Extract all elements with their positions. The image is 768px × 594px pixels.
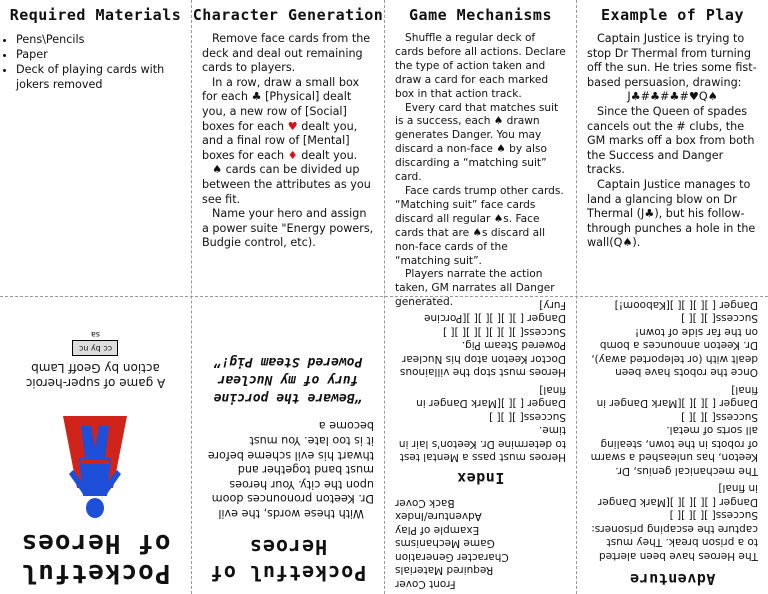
text-line: The Heroes have been alerted to a prison break. They must capture the escaping prisoners:: [591, 523, 758, 562]
panel-character-generation: [192, 0, 384, 296]
list-item: • Paper: [16, 47, 191, 62]
index-entry: Game Mechanisms: [395, 537, 495, 550]
paragraph: In a row, draw a small box for each ♣ [Physical] dealt you, a new row of [Social] boxes for each ♥ dealt you, and a final row of [Mental] boxes for each ♦ dealt you.: [202, 75, 360, 162]
index-entry: Front Cover: [395, 578, 456, 590]
panel-title: Required Materials: [9, 6, 182, 24]
list-item: • Deck of playing cards with jokers removed: [16, 62, 191, 92]
back-title: Pocketful of Heroes: [209, 535, 367, 585]
panel-title: Game Mechanisms: [409, 6, 552, 24]
text-line: Danger [ ][ ][ ][ ][Mark Danger in final]: [597, 482, 758, 508]
diamond-icon: ♦: [287, 148, 298, 162]
index-entry: Back Cover: [395, 497, 455, 509]
text-line: Danger [ ][ ][ ][ ][Kaboom!]: [614, 299, 758, 311]
paragraph: Remove face cards from the deck and deal out remaining cards to players.: [202, 32, 371, 75]
index-entry: Required Materials: [395, 564, 494, 577]
heart-icon: ♥: [287, 119, 298, 133]
cover-title: Pocketful of Heroes: [20, 528, 171, 588]
text-line: Heroes must stop the villainous Doctor Keeton atop his Nuclear Powered Steam Pig.: [399, 339, 566, 379]
paragraph: Name your hero and assign a power suite "Energy powers, Budgie control, etc).: [202, 207, 374, 250]
paragraph: Captain Justice manages to land a glancing blow on Dr Thermal (J♣), but his follow-through punches a hole in the wall(Q♠).: [587, 177, 756, 250]
text-line: The mechanical genius, Dr. Keeton, has unleashed a swarm of robots in the town, stealing all sorts of metal.: [590, 424, 758, 477]
paragraph: Face cards trump other cards. “Matching suit” face cards discard all regular ♠s. Face cards that are ♠s discard all non-face cards of the “matching suit”.: [395, 184, 564, 267]
club-icon: ♣: [251, 90, 262, 104]
text-line: Heroes must pass a Mental test to determine Dr. Keeton's lair in time.: [398, 424, 566, 464]
paragraph: Every card that matches suit is a success, each ♠ drawn generates Danger. You may discard a non-face ♠ by also discarding a “matching suit” card.: [395, 101, 559, 184]
panel-game-mechanisms: [385, 0, 576, 309]
text-line: Success[ ][ ][ ]: [681, 411, 758, 423]
spade-icon: ♠: [496, 143, 506, 156]
paragraph: With these words, the evil Dr. Keeton pronounces doom upon the city. Your heroes must band together and thwart his evil scheme before it is too late. You must become a: [207, 419, 374, 520]
text-line: Danger [ ][ ][ ][Mark Danger in final]: [596, 384, 758, 410]
panel-title: Example of Play: [601, 6, 744, 24]
index-entry: Character Generation: [395, 551, 509, 563]
text-line: Danger [ ][ ][ ][ ][ ][Porcine Fury]: [424, 299, 566, 325]
spade-icon: ♠: [472, 226, 482, 239]
spade-icon: ♠: [493, 115, 504, 128]
text-line: Danger [ ][ ][Mark Danger in final]: [416, 384, 566, 410]
cover-tagline: A game of super-heroic action by Geoff Lamb: [25, 361, 166, 390]
villain-quote: “Beware the porcine fury of my Nuclear Powered Steam Pig!”: [213, 353, 363, 405]
license-badge: cc by nc sa: [73, 340, 119, 356]
text-line: Once the robots have been dealt with (or teleported away), Dr. Keeton announces a bomb on the far side of town!: [591, 326, 758, 379]
card-draw: J♣#♣#♣#♥Q♠: [627, 90, 718, 104]
superhero-illustration: [56, 396, 136, 526]
paragraph: Captain Justice is trying to stop Dr Thermal from turning off the sun. He tries some fist-based persuasion, drawing:: [587, 32, 757, 89]
materials-list: [0, 32, 191, 92]
index-entry: Example of Play: [395, 524, 480, 536]
text-line: Success[ ][ ][ ]: [489, 411, 566, 423]
panel-index: [385, 297, 576, 594]
paragraph: ♠ cards can be divided up between the attributes as you see fit.: [202, 163, 371, 206]
panel-title: Adventure: [629, 570, 716, 588]
panel-adventure: [577, 297, 768, 594]
panel-title: Character Generation: [192, 6, 384, 24]
text-line: Success[ ][ ][ ][ ][ ][ ][ ]: [443, 326, 566, 338]
paragraph: Players narrate the action taken, GM narrates all Danger generated.: [395, 268, 555, 309]
panel-title: Index: [456, 469, 505, 488]
index-entry: Adventure/Index: [395, 510, 482, 523]
list-item: • Pens\Pencils: [16, 32, 191, 47]
paragraph: Shuffle a regular deck of cards before all actions. Declare the type of action taken and draw a card for each marked box in that action track.: [395, 32, 566, 100]
panel-required-materials: [0, 0, 191, 296]
paragraph: Since the Queen of spades cancels out the # clubs, the GM marks off a box from both the Success and Danger tracks.: [587, 104, 755, 177]
spade-icon: ♠: [212, 163, 223, 177]
panel-front-cover: [0, 297, 191, 594]
panel-back-cover: [192, 297, 384, 594]
spade-icon: ♠: [493, 212, 504, 225]
text-line: Success[ ][ ][ ][ ]: [669, 509, 758, 522]
panel-example-of-play: [577, 0, 768, 296]
text-line: Success[ ][ ][ ]: [681, 312, 758, 325]
